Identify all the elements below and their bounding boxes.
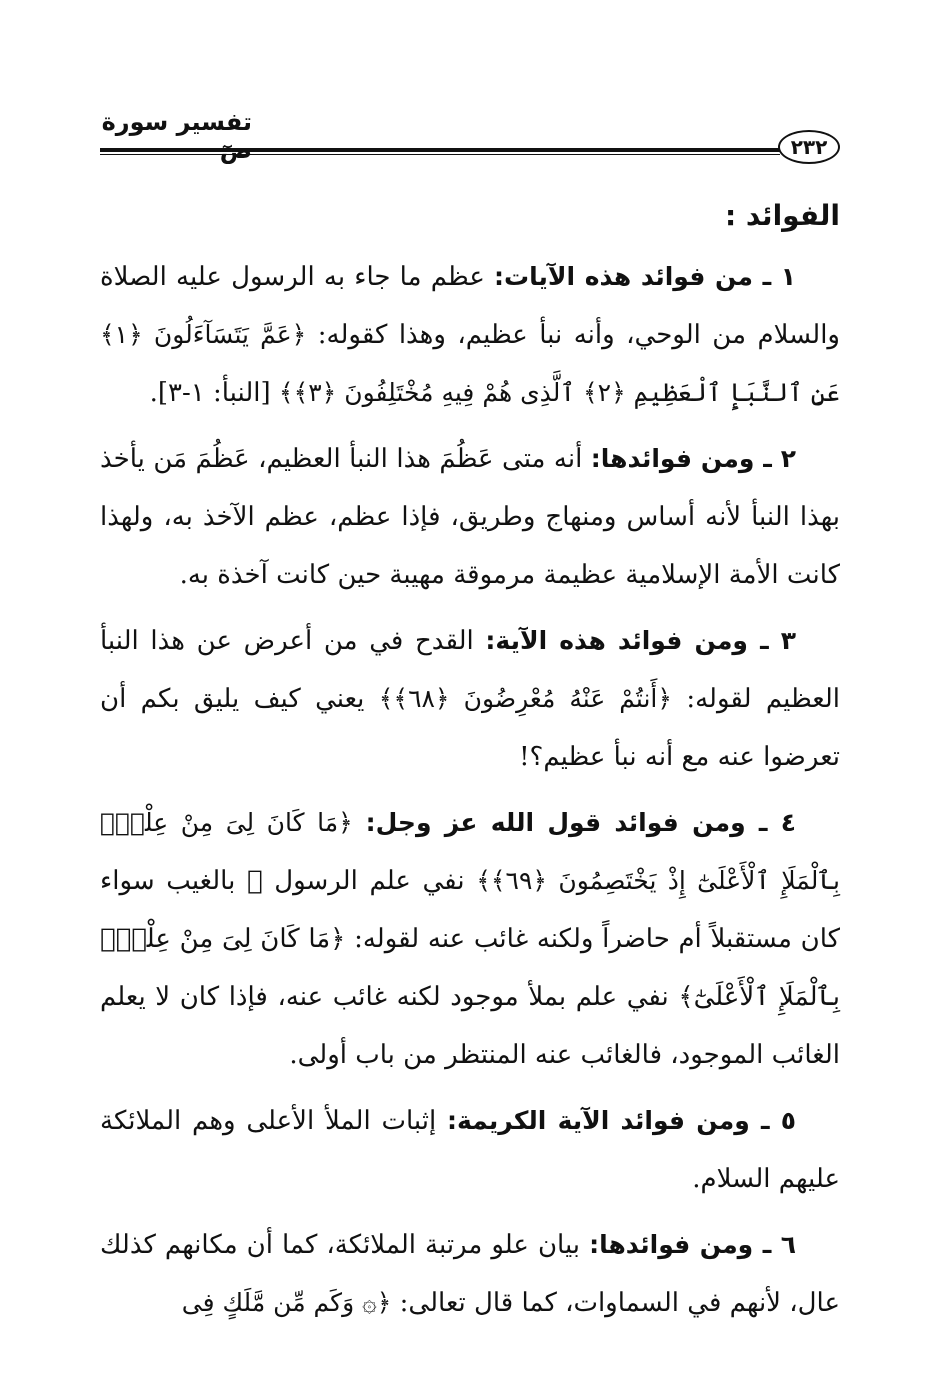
benefit-item-2 <box>100 430 840 604</box>
benefit-text: القدح في من أعرض عن هذا النبأ العظيم لقوله: <box>100 626 841 714</box>
page-content <box>100 188 840 1340</box>
benefit-item-6 <box>100 1216 840 1332</box>
benefit-tail: يعني كيف يليق بكم أن تعرضوا عنه مع أنه نبأ عظيم؟! <box>100 684 840 772</box>
quran-verse: ﴿أَنتُمْ عَنْهُ مُعْرِضُونَ ﴿٦٨﴾﴾ <box>378 684 673 713</box>
section-title: الفوائد : <box>724 199 840 232</box>
quran-verse: ﴿مَا كَانَ لِىَ مِنْ عِلْمٍۭ بِٱلْمَلَإِ ٱلْأَعْلَىٰٓ إِذْ يَخْتَصِمُونَ ﴿٦٩﴾﴾ <box>100 808 840 895</box>
running-title: تفسير سورة صٓ <box>101 108 252 164</box>
benefit-text: أنه متى عَظُمَ هذا النبأ العظيم، عَظُمَ مَن يأخذ بهذا النبأ لأنه أساس ومنهاج وطريق، فإذا عظم، عظم الآخذ به، ولهذا كانت الأمة الإسلامية عظيمة مرموقة مهيبة حين كانت آخذة به. <box>100 444 840 590</box>
benefit-label: ٤ ـ ومن فوائد قول الله عز وجل: <box>365 808 797 837</box>
benefit-item-5 <box>100 1092 840 1208</box>
page-number: ٢٣٢ <box>778 130 840 164</box>
benefit-text <box>353 808 366 838</box>
quran-verse: ﴿عَمَّ يَتَسَآءَلُونَ ﴿١﴾ عَنِ ٱلنَّبَإِ ٱلْعَظِيمِ ﴿٢﴾ ٱلَّذِى هُمْ فِيهِ مُخْتَلِفُونَ ﴿٣﴾﴾ <box>100 320 840 407</box>
benefit-label: ٦ ـ ومن فوائدها: <box>589 1230 796 1259</box>
benefit-label: ٥ ـ ومن فوائد الآية الكريمة: <box>447 1106 797 1135</box>
benefit-item-1 <box>100 248 840 422</box>
benefit-label: ٢ ـ ومن فوائدها: <box>590 444 796 473</box>
benefit-tail: نفي علم الرسول ﷺ بالغيب سواء كان مستقبلاً أم حاضراً ولكنه غائب عنه لقوله: ﴿مَا كَانَ لِىَ مِنْ عِلْمٍۭ بِٱلْمَلَإِ ٱلْأَعْلَىٰٓ﴾ نفي علم بملأ موجود لكنه غائب عنه، فإذا كان لا يعلم الغائب الموجود، فالغائب عنه المنتظر من باب أولى. <box>100 866 840 1070</box>
benefit-label: ٣ ـ ومن فوائد هذه الآية: <box>485 626 796 655</box>
benefit-item-3 <box>100 612 840 786</box>
benefit-tail: [النبأ: ١-٣]. <box>149 378 279 408</box>
benefit-label: ١ ـ من فوائد هذه الآيات: <box>494 262 796 291</box>
benefit-text: بيان علو مرتبة الملائكة، كما أن مكانهم كذلك عال، لأنهم في السماوات، كما قال تعالى: <box>100 1230 840 1318</box>
benefit-text: إثبات الملأ الأعلى وهم الملائكة عليهم السلام. <box>100 1106 840 1194</box>
header-rule <box>100 148 780 155</box>
benefit-text: عظم ما جاء به الرسول عليه الصلاة والسلام من الوحي، وأنه نبأ عظيم، وهذا كقوله: <box>100 262 840 350</box>
quran-verse: ﴿۞ وَكَم مِّن مَّلَكٍ فِى <box>181 1288 392 1317</box>
benefit-item-4 <box>100 794 840 1084</box>
